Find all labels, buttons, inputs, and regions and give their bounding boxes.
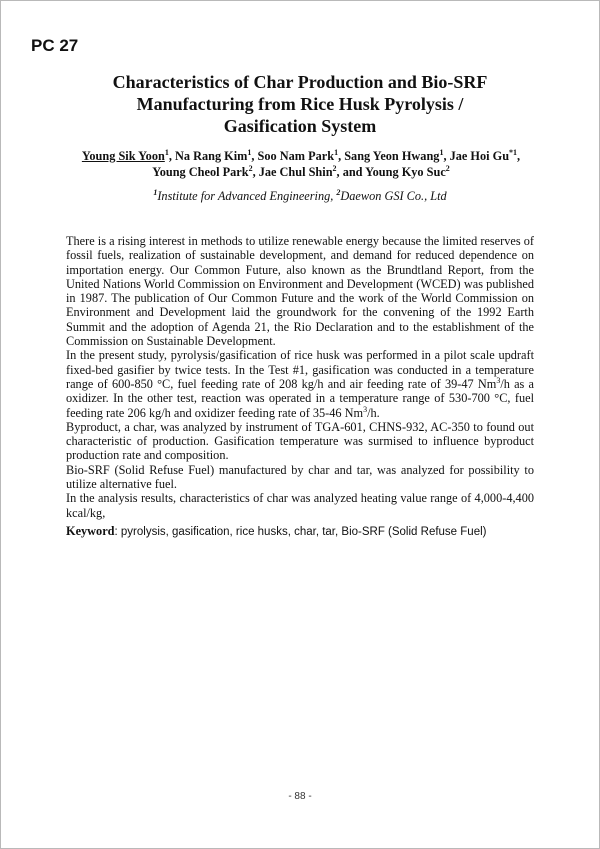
abstract-paragraph: There is a rising interest in methods to utilize renewable energy because the limited reserves of fossil fuels, realization of sustainable development, and demand for reduced dependence on importation energy. Our Common Future, also known as the Brundtland Report, from the United Nations World Commission on Environment and Development (WCED) was published in 1987. The publication of Our Common Future and the work of the World Commission on Environment and Development laid the groundwork for the convening of the 1992 Earth Summit and the adoption of Agenda 21, the Rio Declaration and to the establishment of the Commission on Sustainable Development. bbox=[66, 234, 534, 349]
author-name: Young Kyo Suc bbox=[365, 165, 446, 179]
abstract-paragraph: In the present study, pyrolysis/gasification of rice husk was performed in a pilot scale updraft fixed-bed gasifier by twice tests. In the Test #1, gasification was conducted in a temperature range of 600-850 °C, fuel feeding rate of 208 kg/h and air feeding rate of 39-47 Nm$^3$/h as a oxidizer. In the other test, reaction was operated in a temperature range of 530-700 °C, fuel feeding rate 206 kg/h and oxidizer feeding rate of 35-46 Nm$^3$/h. bbox=[66, 348, 534, 420]
author-name: Sang Yeon Hwang bbox=[344, 149, 440, 163]
author-name: Jae Hoi Gu bbox=[449, 149, 510, 163]
author-name: Young Cheol Park bbox=[152, 165, 249, 179]
author-connector: and bbox=[342, 165, 363, 179]
paper-title bbox=[60, 71, 540, 137]
poster-code: PC 27 bbox=[31, 36, 79, 55]
author-sup: 2 bbox=[445, 163, 450, 173]
keyword-text: : pyrolysis, gasification, rice husks, char, tar, Bio-SRF (Solid Refuse Fuel) bbox=[114, 526, 487, 538]
keyword-line bbox=[66, 524, 534, 539]
title-line-2: Manufacturing from Rice Husk Pyrolysis / bbox=[136, 94, 464, 114]
author-list: Young Sik Yoon$^1$, Na Rang Kim$^1$, Soo Nam Park$^1$, Sang Yeon Hwang$^1$, Jae Hoi Gu$^{*1}$, Young Cheol Park$^2$, Jae Chul Shin$^2$, and Young Kyo Suc$^2$ bbox=[81, 147, 521, 179]
affiliation-name: Daewon GSI Co., Ltd bbox=[340, 189, 447, 203]
abstract-paragraph: Bio-SRF (Solid Refuse Fuel) manufactured by char and tar, was analyzed for possibility to utilize alternative fuel. bbox=[66, 462, 534, 492]
author-sup: *1 bbox=[509, 147, 518, 157]
author-sup: 1 bbox=[247, 147, 252, 157]
keyword-label: Keyword bbox=[66, 524, 115, 538]
author-name: Young Sik Yoon bbox=[81, 149, 165, 163]
author-sup: 1 bbox=[164, 147, 169, 157]
author-sup: 1 bbox=[439, 147, 444, 157]
author-name: Jae Chul Shin bbox=[258, 165, 333, 179]
abstract bbox=[66, 234, 534, 520]
title-line-1: Characteristics of Char Production and Bio-SRF bbox=[112, 72, 488, 92]
superscript: 3 bbox=[363, 404, 368, 414]
abstract-paragraph: In the analysis results, characteristics of char was analyzed heating value range of 4,000-4,400 kcal/kg, bbox=[66, 491, 534, 520]
author-name: Soo Nam Park bbox=[257, 149, 335, 163]
author-name: Na Rang Kim bbox=[174, 149, 248, 163]
affiliation-sup: 2 bbox=[336, 187, 341, 197]
author-sup: 2 bbox=[332, 163, 337, 173]
title-line-3: Gasification System bbox=[223, 116, 377, 136]
superscript: 3 bbox=[496, 375, 501, 385]
abstract-paragraph: Byproduct, a char, was analyzed by instrument of TGA-601, CHNS-932, AC-350 to found out characteristic of production. Gasification temperature was surmised to influence byproduct production rate and composition. bbox=[66, 419, 534, 463]
page-number: - 88 - bbox=[288, 791, 312, 802]
affiliations: $^1$Institute for Advanced Engineering, $^2$Daewon GSI Co., Ltd bbox=[153, 187, 447, 203]
author-sup: 2 bbox=[248, 163, 253, 173]
affiliation-sup: 1 bbox=[153, 187, 158, 197]
author-sup: 1 bbox=[334, 147, 339, 157]
affiliation-name: Institute for Advanced Engineering bbox=[157, 189, 331, 203]
